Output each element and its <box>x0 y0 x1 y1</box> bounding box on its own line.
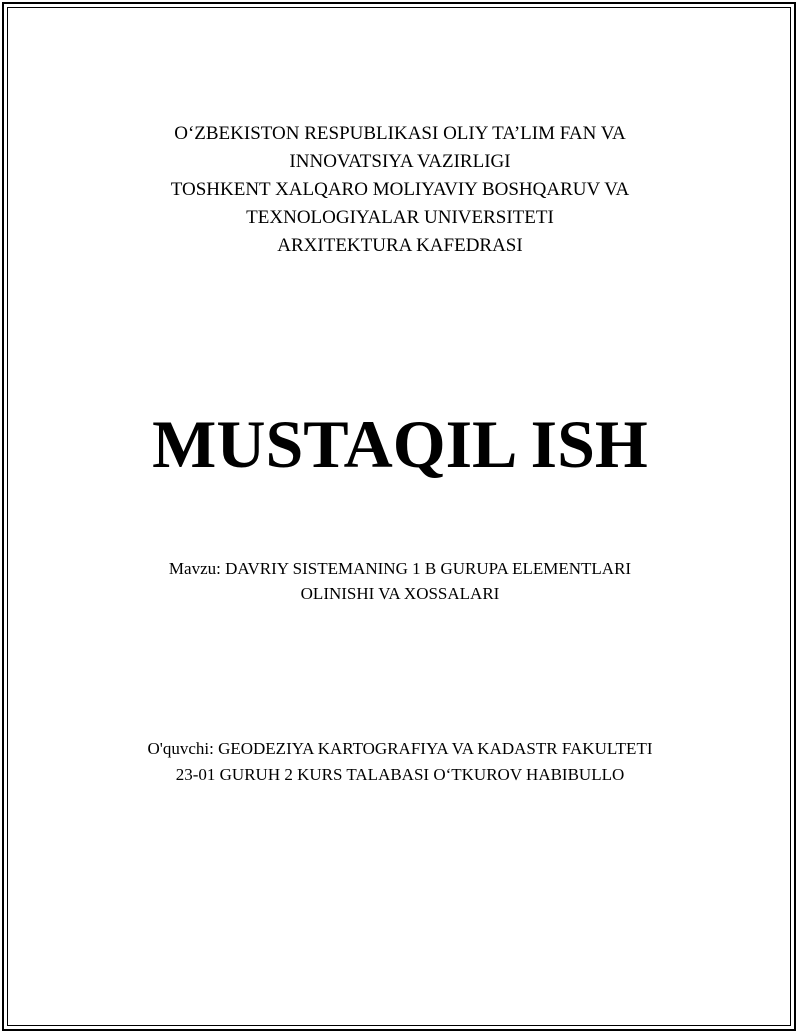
topic-line-2: OLINISHI VA XOSSALARI <box>300 584 500 603</box>
student-line-1: O'quvchi: GEODEZIYA KARTOGRAFIYA VA KADASTR FAKULTETI <box>147 739 653 758</box>
header-line-university-2: TEXNOLOGIYALAR UNIVERSITETI <box>246 207 554 228</box>
topic-line-1: Mavzu: DAVRIY SISTEMANING 1 B GURUPA ELEMENTLARI <box>168 559 632 578</box>
document-title: MUSTAQIL ISH <box>152 406 648 482</box>
student-block <box>0 736 800 788</box>
header-line-ministry-1: O‘ZBEKISTON RESPUBLIKASI OLIY TA’LIM FAN VA <box>174 123 626 144</box>
student-line-2: 23-01 GURUH 2 KURS TALABASI O‘TKUROV HABIBULLO <box>175 765 625 784</box>
topic-block <box>0 556 800 606</box>
institution-header <box>0 120 800 260</box>
header-line-ministry-2: INNOVATSIYA VAZIRLIGI <box>289 151 511 172</box>
header-line-university-1: TOSHKENT XALQARO MOLIYAVIY BOSHQARUV VA <box>170 179 630 200</box>
header-line-department: ARXITEKTURA KAFEDRASI <box>277 235 523 256</box>
